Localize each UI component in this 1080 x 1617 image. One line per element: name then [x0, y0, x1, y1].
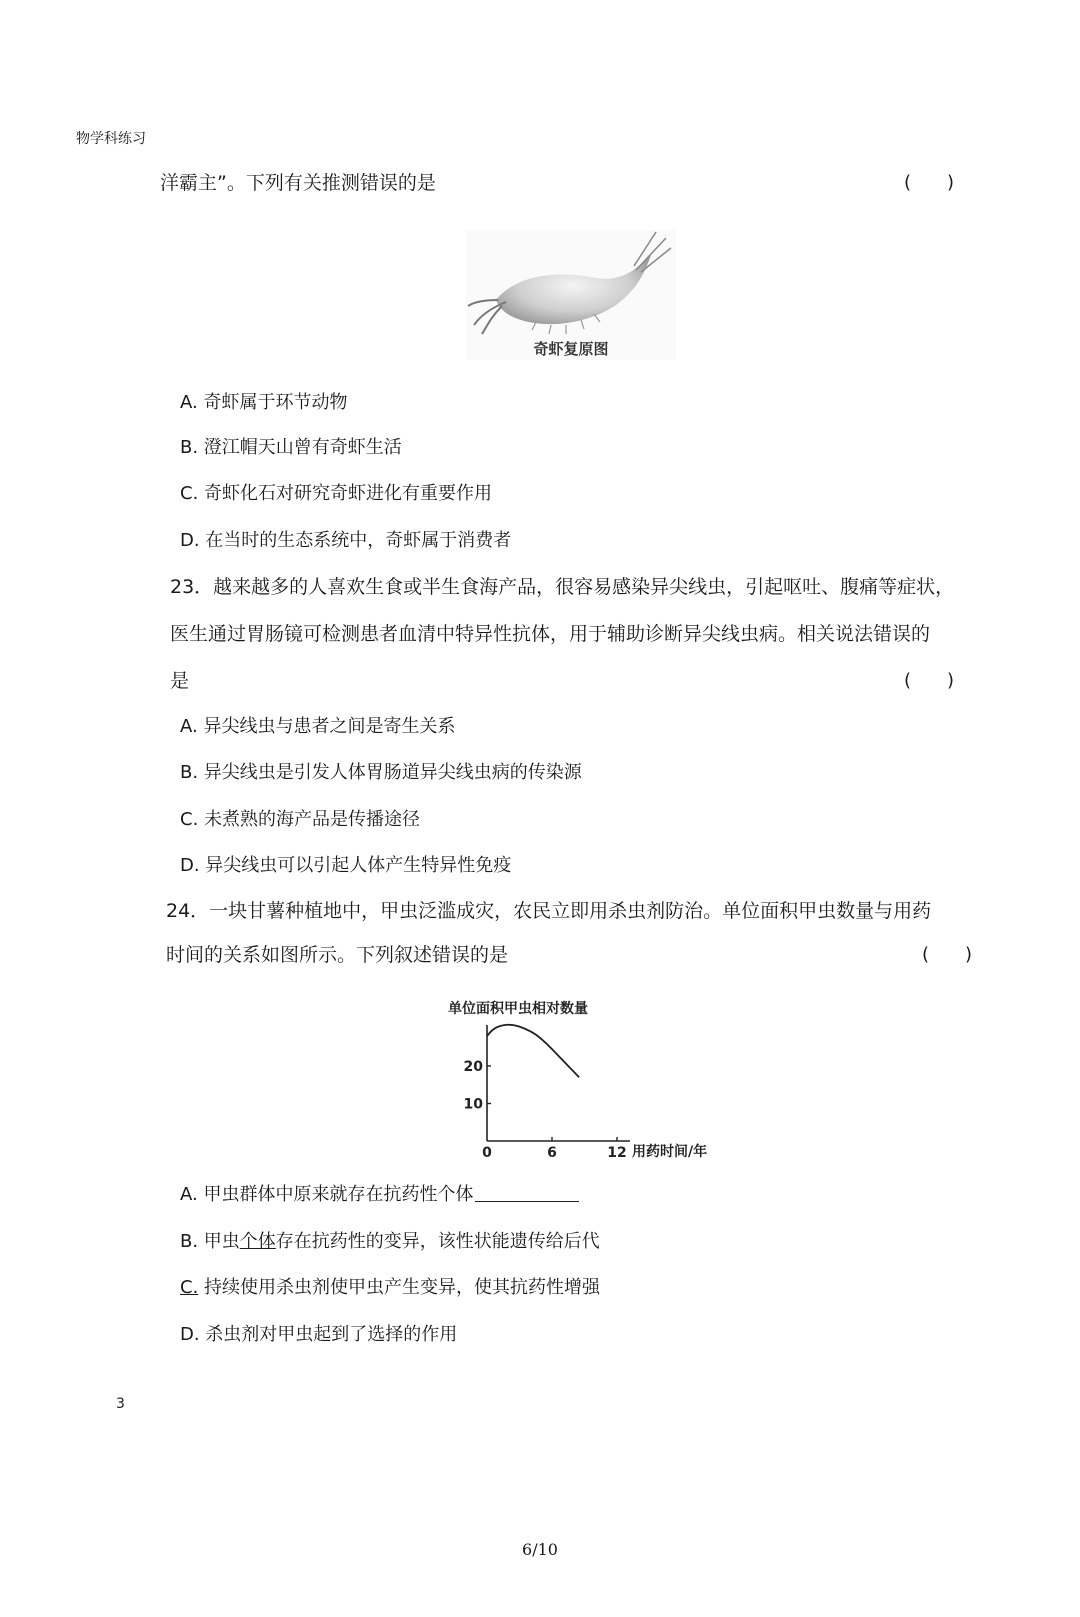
beetle-chart-svg [440, 995, 740, 1170]
q23-answer-paren: ( ) [904, 670, 955, 691]
q22-option-a: A. 奇虾属于环节动物 [180, 392, 348, 413]
page-number: 3 [116, 1396, 125, 1412]
q24-option-d: D. 杀虫剂对甲虫起到了选择的作用 [180, 1324, 458, 1345]
q24-option-a-text: A. 甲虫群体中原来就存在抗药性个体 [180, 1184, 474, 1205]
q24-option-a [180, 1180, 579, 1206]
x-tick-label-0: 0 [482, 1145, 492, 1161]
q24-stem-line-2: 时间的关系如图所示。下列叙述错误的是 [166, 944, 509, 966]
q23-stem-line-1: 23．越来越多的人喜欢生食或半生食海产品，很容易感染异尖线虫，引起呕吐、腹痛等症状， [170, 576, 955, 598]
q24-option-b-pre: B. 甲虫 [180, 1231, 240, 1252]
q23-stem-line-2: 医生通过胃肠镜可检测患者血清中特异性抗体，用于辅助诊断异尖线虫病。相关说法错误的 [170, 623, 931, 645]
beetle-chart [440, 995, 740, 1170]
q24-option-b-post: 存在抗药性的变异，该性状能遗传给后代 [275, 1231, 600, 1252]
q22-answer-paren: ( ) [904, 172, 955, 193]
chart-title: 单位面积甲虫相对数量 [448, 1001, 588, 1017]
q24-answer-paren: ( ) [922, 944, 973, 965]
series-line-beetle-count [487, 1025, 579, 1078]
q23-option-a: A. 异尖线虫与患者之间是寄生关系 [180, 716, 456, 737]
y-tick-label-20: 20 [463, 1059, 483, 1075]
x-axis-label: 用药时间/年 [632, 1144, 708, 1160]
q23-stem-line-3: 是 [170, 670, 190, 692]
q24-option-c-text: 持续使用杀虫剂使甲虫产生变异，使其抗药性增强 [198, 1277, 601, 1298]
q24-stem-line-1: 24．一块甘薯种植地中，甲虫泛滥成灾，农民立即用杀虫剂防治。单位面积甲虫数量与用药 [166, 900, 932, 922]
running-header: 物学科练习 [76, 131, 146, 147]
q24-option-b [180, 1227, 600, 1253]
y-tick-label-10: 10 [463, 1096, 483, 1113]
figure-caption: 奇虾复原图 [533, 340, 609, 358]
q23-option-b: B. 异尖线虫是引发人体胃肠道异尖线虫病的传染源 [180, 762, 582, 783]
x-tick-label-6: 6 [547, 1145, 557, 1161]
q22-option-c: C. 奇虾化石对研究奇虾进化有重要作用 [180, 483, 493, 504]
q24-option-c [180, 1273, 600, 1299]
anomalocaris-figure [466, 230, 676, 360]
q22-stem-tail: 洋霸主”。下列有关推测错误的是 [160, 172, 436, 194]
q23-option-d: D. 异尖线虫可以引起人体产生特异性免疫 [180, 855, 512, 876]
q24-option-c-letter: C. [180, 1277, 199, 1298]
q23-option-c: C. 未煮熟的海产品是传播途径 [180, 809, 421, 830]
x-tick-label-12: 12 [607, 1145, 627, 1161]
page-footer: 6/10 [522, 1540, 558, 1559]
q22-option-b: B. 澄江帽天山曾有奇虾生活 [180, 437, 402, 458]
q24-option-b-underlined: 个体 [239, 1231, 276, 1252]
anomalocaris-illustration [466, 230, 676, 360]
answer-blank [475, 1185, 579, 1202]
q22-option-d: D. 在当时的生态系统中，奇虾属于消费者 [180, 530, 512, 551]
